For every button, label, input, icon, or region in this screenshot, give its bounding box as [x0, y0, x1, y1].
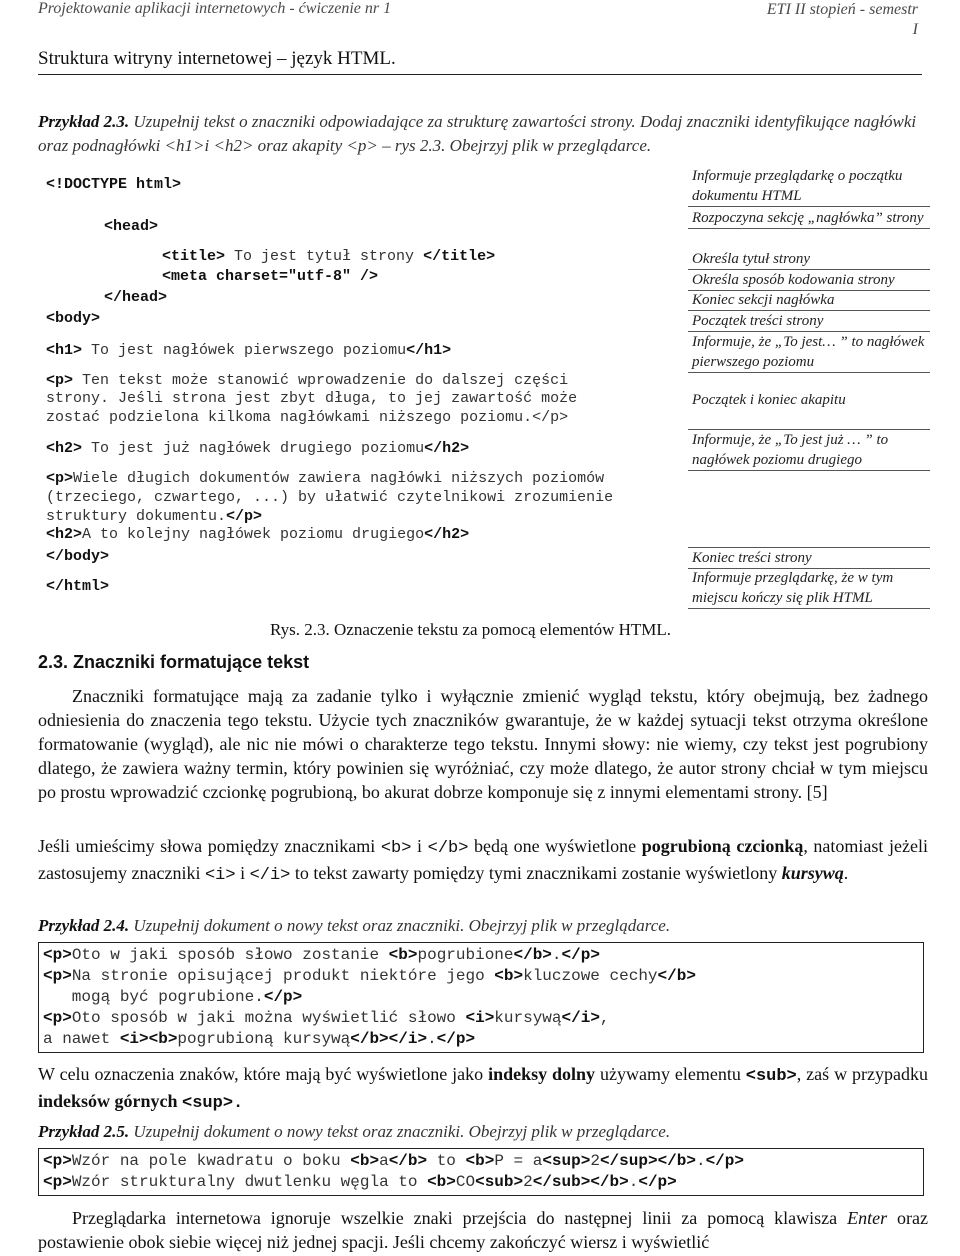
header-program — [767, 0, 918, 40]
note-h2: Informuje, że „To jest już … ” to nagłówek poziomu drugiego — [688, 429, 930, 471]
note-h1: Informuje, że „To jest… ” to nagłówek pierwszego poziomu — [688, 332, 930, 373]
note-doctype: Informuje przeglądarkę o początku dokumentu HTML — [688, 166, 930, 207]
example-2-5-label: Przykład 2.5. Uzupełnij dokument o nowy tekst oraz znaczniki. Obejrzyj plik w przeglądarce. — [38, 1122, 671, 1141]
note-meta: Określa sposób kodowania strony — [688, 270, 930, 291]
figure-caption: Rys. 2.3. Oznaczenie tekstu za pomocą elementów HTML. — [270, 620, 672, 639]
code25-line2: <p>Wzór strukturalny dwutlenku węgla to <b>CO<sub>2</sub></b>.</p> — [43, 1173, 677, 1191]
section-heading: 2.3. Znaczniki formatujące tekst — [38, 652, 310, 672]
note-head-close: Koniec sekcji nagłówka — [688, 290, 930, 311]
code-p1-line1: <p> Ten tekst może stanowić wprowadzenie do dalszej części — [46, 372, 569, 389]
code-body-open: <body> — [46, 310, 101, 327]
code-p2-line2: (trzeciego, czwartego, ...) by ułatwić czytelnikowi zrozumienie — [46, 489, 614, 506]
example-2-4-code — [38, 942, 924, 1053]
note-p: Początek i koniec akapitu — [692, 392, 846, 408]
code-title: <title> To jest tytuł strony </title> — [162, 248, 496, 265]
example-2-3-label: Przykład 2.3. — [38, 112, 130, 131]
note-html-close: Informuje przeglądarkę, że w tym miejscu kończy się plik HTML — [688, 568, 930, 609]
header-course: Projektowanie aplikacji internetowych - ćwiczenie nr 1 — [38, 0, 392, 17]
note-head: Rozpoczyna sekcję „nagłówka” strony — [688, 208, 930, 229]
code-p2-line3: struktury dokumentu.</p> — [46, 508, 263, 525]
paragraph-formatting-intro: Znaczniki formatujące mają za zadanie tylko i wyłącznie zmienić wygląd tekstu, który obejmują, bez żadnego odniesienia do znaczenia tego tekstu. Użycie tych znaczników gwarantuje, że w każdej sytuacji tekst otrzyma określone formatowanie (wygląd), ale nic nie mówi o charakterze tego tekstu. Innymi słowy: nie wiemy, czy tekst jest pogrubiony dlatego, że zawiera ważny termin, który powinien się wyróżniać, czy może dlatego, że autor strony chciał w tym miejscu po prostu wprowadzić czcionkę pogrubioną, bo akurat dobrze komponuje się z innymi elementami strony. [5] — [38, 686, 928, 802]
code24-line1: <p>Oto w jaki sposób słowo zostanie <b>pogrubione</b>.</p> — [43, 946, 600, 964]
code-p1-line3: zostać podzielona kilkoma nagłówkami niższego poziomu.</p> — [46, 409, 569, 426]
code24-line5: a nawet <i><b>pogrubioną kursywą</b></i>.</p> — [43, 1030, 476, 1048]
note-body: Początek treści strony — [688, 311, 930, 332]
code-meta: <meta charset="utf-8" /> — [162, 268, 379, 285]
paragraph-sub-sup: W celu oznaczenia znaków, które mają być wyświetlone jako indeksy dolny używamy elementu <sub>, zaś w przypadku indeksów górnych <sup>. — [38, 1064, 928, 1113]
note-title: Określa tytuł strony — [688, 249, 930, 270]
code-head-close: </head> — [104, 289, 168, 306]
header-divider — [38, 74, 922, 75]
paragraph-whitespace: Przeglądarka internetowa ignoruje wszelkie znaki przejścia do następnej linii za pomocą klawisza Enter oraz postawienie obok siebie więcej niż jednej spacji. Jeśli chcemy zakończyć wiersz i wyświetlić — [38, 1208, 928, 1252]
example-2-3 — [38, 110, 928, 158]
code24-line4: <p>Oto sposób w jaki można wyświetlić słowo <i>kursywą</i>, — [43, 1009, 610, 1027]
code-head-open: <head> — [104, 218, 159, 235]
note-body-close: Koniec treści strony — [688, 547, 930, 569]
code-h1: <h1> To jest nagłówek pierwszego poziomu</h1> — [46, 342, 452, 359]
code-h2b: <h2>A to kolejny nagłówek poziomu drugiego</h2> — [46, 526, 470, 543]
header-semester: I — [912, 21, 918, 38]
example-2-5-code — [38, 1148, 924, 1196]
example-2-3-text: Uzupełnij tekst o znaczniki odpowiadające za strukturę zawartości strony. Dodaj znaczniki identyfikujące nagłówki oraz podnagłówki <h1>i <h2> oraz akapity <p> – rys 2.3. Obejrzyj plik w przeglądarce. — [38, 112, 917, 155]
example-2-4-label: Przykład 2.4. Uzupełnij dokument o nowy tekst oraz znaczniki. Obejrzyj plik w przeglądarce. — [38, 916, 671, 935]
code-p1-line2: strony. Jeśli strona jest zbyt długa, to jej zawartość może — [46, 390, 578, 407]
code-html-close: </html> — [46, 578, 110, 595]
header-topic: Struktura witryny internetowej – język HTML. — [38, 48, 396, 69]
paragraph-bold-italic: Jeśli umieścimy słowa pomiędzy znacznikami <b> i </b> będą one wyświetlone pogrubioną czcionką, natomiast jeżeli zastosujemy znaczniki <i> i </i> to tekst zawarty pomiędzy tymi znacznikami zostanie wyświetlony kursywą. — [38, 836, 928, 885]
code25-line1: <p>Wzór na pole kwadratu o boku <b>a</b> to <b>P = a<sup>2</sup></b>.</p> — [43, 1152, 744, 1170]
header-program-name: ETI II stopień - semestr — [766, 1, 918, 18]
code-p2-line1: <p>Wiele długich dokumentów zawiera nagłówki niższych poziomów — [46, 470, 605, 487]
code24-line3: mogą być pogrubione.</p> — [43, 988, 303, 1006]
code-body-close: </body> — [46, 548, 110, 565]
code-doctype: <!DOCTYPE html> — [46, 176, 182, 193]
code24-line2: <p>Na stronie opisującej produkt niektóre jego <b>kluczowe cechy</b> — [43, 967, 696, 985]
code-h2: <h2> To jest już nagłówek drugiego poziomu</h2> — [46, 440, 470, 457]
